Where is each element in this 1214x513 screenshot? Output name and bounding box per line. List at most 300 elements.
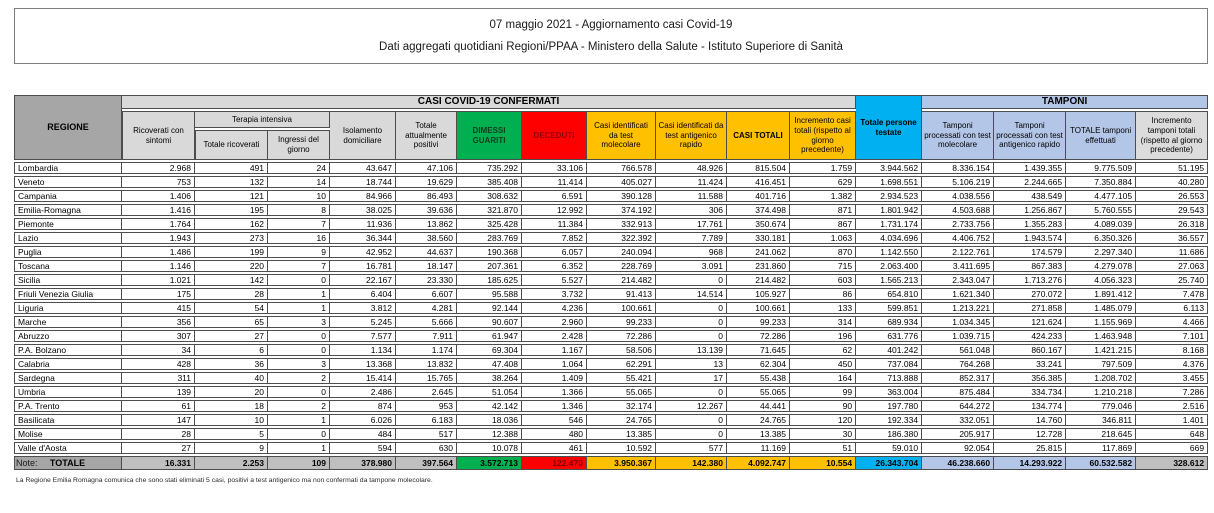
value-cell: 62.291	[587, 358, 656, 370]
value-cell: 11.936	[330, 218, 396, 230]
value-cell: 6.607	[396, 288, 457, 300]
value-cell: 228.769	[587, 260, 656, 272]
value-cell: 7.101	[1136, 330, 1208, 342]
value-cell: 401.242	[856, 344, 922, 356]
value-cell: 363.004	[856, 386, 922, 398]
value-cell: 689.934	[856, 316, 922, 328]
value-cell: 91.413	[587, 288, 656, 300]
value-cell: 12.267	[656, 400, 727, 412]
value-cell: 99.233	[587, 316, 656, 328]
value-cell: 11.384	[522, 218, 587, 230]
value-cell: 13.139	[656, 344, 727, 356]
value-cell: 322.392	[587, 232, 656, 244]
value-cell: 27	[122, 442, 195, 454]
region-name: Calabria	[14, 358, 122, 370]
region-name: Basilicata	[14, 414, 122, 426]
value-cell: 325.428	[457, 218, 522, 230]
value-cell: 48.926	[656, 162, 727, 174]
value-cell: 55.438	[727, 372, 790, 384]
table-row	[14, 162, 1208, 174]
value-cell: 24.765	[727, 414, 790, 426]
value-cell: 1.406	[122, 190, 195, 202]
table-row	[14, 400, 1208, 412]
value-cell: 18.744	[330, 176, 396, 188]
value-cell: 1.759	[790, 162, 856, 174]
value-cell: 874	[330, 400, 396, 412]
value-cell: 40	[195, 372, 268, 384]
value-cell: 0	[656, 428, 727, 440]
value-cell: 764.268	[922, 358, 994, 370]
value-cell: 34	[122, 344, 195, 356]
value-cell: 1	[268, 302, 330, 314]
value-cell: 12.728	[994, 428, 1066, 440]
table-row	[14, 190, 1208, 202]
value-cell: 139	[122, 386, 195, 398]
value-cell: 38.025	[330, 204, 396, 216]
region-name: P.A. Trento	[14, 400, 122, 412]
value-cell: 2.063.400	[856, 260, 922, 272]
value-cell: 1.155.969	[1066, 316, 1136, 328]
value-cell: 133	[790, 302, 856, 314]
value-cell: 1.943.574	[994, 232, 1066, 244]
value-cell: 100.661	[727, 302, 790, 314]
region-name: Emilia-Romagna	[14, 204, 122, 216]
value-cell: 22.167	[330, 274, 396, 286]
value-cell: 334.734	[994, 386, 1066, 398]
table-row	[14, 428, 1208, 440]
value-cell: 18.147	[396, 260, 457, 272]
value-cell: 4.376	[1136, 358, 1208, 370]
region-name: Campania	[14, 190, 122, 202]
value-cell: 2.244.665	[994, 176, 1066, 188]
value-cell: 1.486	[122, 246, 195, 258]
value-cell: 1.463.948	[1066, 330, 1136, 342]
value-cell: 36	[195, 358, 268, 370]
value-cell: 14.760	[994, 414, 1066, 426]
region-name: Lombardia	[14, 162, 122, 174]
value-cell: 546	[522, 414, 587, 426]
value-cell: 330.181	[727, 232, 790, 244]
value-cell: 4.034.696	[856, 232, 922, 244]
value-cell: 0	[268, 274, 330, 286]
value-cell: 1.698.551	[856, 176, 922, 188]
value-cell: 147	[122, 414, 195, 426]
value-cell: 875.484	[922, 386, 994, 398]
value-cell: 7.789	[656, 232, 727, 244]
value-cell: 8	[268, 204, 330, 216]
region-name: Abruzzo	[14, 330, 122, 342]
value-cell: 669	[1136, 442, 1208, 454]
value-cell: 71.645	[727, 344, 790, 356]
table-row	[14, 330, 1208, 342]
value-cell: 1.409	[522, 372, 587, 384]
value-cell: 72.286	[727, 330, 790, 342]
table-row	[14, 260, 1208, 272]
column-header-incremento-casi: Incremento casi totali (rispetto al giorno precedente)	[790, 111, 856, 160]
value-cell: 5	[195, 428, 268, 440]
value-cell: 55.065	[727, 386, 790, 398]
value-cell: 62.304	[727, 358, 790, 370]
table-row	[14, 316, 1208, 328]
column-header-casi-molecolare: Casi identificati da test molecolare	[587, 111, 656, 160]
value-cell: 7.577	[330, 330, 396, 342]
value-cell: 9	[268, 246, 330, 258]
column-header-tamponi-molecolare: Tamponi processati con test molecolare	[922, 111, 994, 160]
value-cell: 11.414	[522, 176, 587, 188]
value-cell: 631.776	[856, 330, 922, 342]
notes-section	[16, 458, 433, 484]
value-cell: 401.716	[727, 190, 790, 202]
value-cell: 4.281	[396, 302, 457, 314]
value-cell: 4.236	[522, 302, 587, 314]
value-cell: 1	[268, 288, 330, 300]
value-cell: 852.317	[922, 372, 994, 384]
value-cell: 7.911	[396, 330, 457, 342]
value-cell: 3.091	[656, 260, 727, 272]
value-cell: 332.913	[587, 218, 656, 230]
value-cell: 5.245	[330, 316, 396, 328]
value-cell: 1.256.867	[994, 204, 1066, 216]
page-subtitle: Dati aggregati quotidiani Regioni/PPAA - Ministero della Salute - Istituto Superiore di Sanità	[379, 41, 843, 53]
value-cell: 968	[656, 246, 727, 258]
value-cell: 4.477.105	[1066, 190, 1136, 202]
column-header-deceduti: DECEDUTI	[522, 111, 587, 160]
value-cell: 374.192	[587, 204, 656, 216]
page-title: 07 maggio 2021 - Aggiornamento casi Covid-19	[489, 19, 733, 31]
value-cell: 86	[790, 288, 856, 300]
value-cell: 1.891.412	[1066, 288, 1136, 300]
value-cell: 6.352	[522, 260, 587, 272]
value-cell: 1.142.550	[856, 246, 922, 258]
value-cell: 7.852	[522, 232, 587, 244]
value-cell: 1.485.079	[1066, 302, 1136, 314]
totale-casi-totali: 4.092.747	[727, 456, 790, 470]
value-cell: 3	[268, 316, 330, 328]
value-cell: 2	[268, 400, 330, 412]
value-cell: 13.385	[727, 428, 790, 440]
value-cell: 5.106.219	[922, 176, 994, 188]
value-cell: 10.078	[457, 442, 522, 454]
column-header-incremento-tamponi: Incremento tamponi totali (rispetto al giorno precedente)	[1136, 111, 1208, 160]
value-cell: 2.297.340	[1066, 246, 1136, 258]
value-cell: 27	[195, 330, 268, 342]
value-cell: 491	[195, 162, 268, 174]
value-cell: 17.761	[656, 218, 727, 230]
table-row	[14, 288, 1208, 300]
value-cell: 2.343.047	[922, 274, 994, 286]
table-row	[14, 386, 1208, 398]
value-cell: 1.146	[122, 260, 195, 272]
totale-casi-molecolare: 3.950.367	[587, 456, 656, 470]
value-cell: 44.441	[727, 400, 790, 412]
value-cell: 346.811	[1066, 414, 1136, 426]
value-cell: 51.054	[457, 386, 522, 398]
value-cell: 1.421.215	[1066, 344, 1136, 356]
value-cell: 10	[195, 414, 268, 426]
value-cell: 1.801.942	[856, 204, 922, 216]
value-cell: 44.637	[396, 246, 457, 258]
group-header-casi-confermati: CASI COVID-19 CONFERMATI	[122, 95, 856, 109]
value-cell: 12.388	[457, 428, 522, 440]
value-cell: 461	[522, 442, 587, 454]
column-header-totale-ricoverati: Totale ricoverati	[195, 130, 268, 160]
value-cell: 6.113	[1136, 302, 1208, 314]
table-row	[14, 246, 1208, 258]
value-cell: 117.869	[1066, 442, 1136, 454]
value-cell: 33.241	[994, 358, 1066, 370]
value-cell: 0	[656, 316, 727, 328]
region-name: Sicilia	[14, 274, 122, 286]
value-cell: 1.021	[122, 274, 195, 286]
value-cell: 314	[790, 316, 856, 328]
value-cell: 95.588	[457, 288, 522, 300]
value-cell: 65	[195, 316, 268, 328]
table-row	[14, 372, 1208, 384]
totale-dimessi-guariti: 3.572.713	[457, 456, 522, 470]
value-cell: 58.506	[587, 344, 656, 356]
region-name: Veneto	[14, 176, 122, 188]
value-cell: 15.765	[396, 372, 457, 384]
value-cell: 121	[195, 190, 268, 202]
column-header-casi-totali: CASI TOTALI	[727, 111, 790, 160]
value-cell: 1.208.702	[1066, 372, 1136, 384]
value-cell: 7	[268, 260, 330, 272]
value-cell: 594	[330, 442, 396, 454]
value-cell: 51.195	[1136, 162, 1208, 174]
value-cell: 1.621.340	[922, 288, 994, 300]
column-header-casi-antigenico: Casi identificati da test antigenico rapido	[656, 111, 727, 160]
value-cell: 0	[656, 386, 727, 398]
value-cell: 390.128	[587, 190, 656, 202]
value-cell: 715	[790, 260, 856, 272]
value-cell: 953	[396, 400, 457, 412]
value-cell: 175	[122, 288, 195, 300]
value-cell: 283.769	[457, 232, 522, 244]
region-name: Friuli Venezia Giulia	[14, 288, 122, 300]
table-row	[14, 442, 1208, 454]
value-cell: 2.934.523	[856, 190, 922, 202]
column-header-attualmente-positivi: Totale attualmente positivi	[396, 111, 457, 160]
value-cell: 4.056.323	[1066, 274, 1136, 286]
value-cell: 99.233	[727, 316, 790, 328]
value-cell: 142	[195, 274, 268, 286]
column-header-tamponi-antigenico: Tamponi processati con test antigenico rapido	[994, 111, 1066, 160]
region-name: Piemonte	[14, 218, 122, 230]
value-cell: 4.503.688	[922, 204, 994, 216]
column-header-isolamento: Isolamento domiciliare	[330, 111, 396, 160]
value-cell: 162	[195, 218, 268, 230]
value-cell: 25.815	[994, 442, 1066, 454]
value-cell: 1.416	[122, 204, 195, 216]
value-cell: 105.927	[727, 288, 790, 300]
value-cell: 42.142	[457, 400, 522, 412]
value-cell: 92.054	[922, 442, 994, 454]
region-name: P.A. Bolzano	[14, 344, 122, 356]
group-header-tamponi: TAMPONI	[922, 95, 1208, 109]
region-name: Marche	[14, 316, 122, 328]
value-cell: 3.944.562	[856, 162, 922, 174]
value-cell: 72.286	[587, 330, 656, 342]
value-cell: 0	[268, 428, 330, 440]
value-cell: 16.781	[330, 260, 396, 272]
value-cell: 121.624	[994, 316, 1066, 328]
region-name: Liguria	[14, 302, 122, 314]
value-cell: 356	[122, 316, 195, 328]
value-cell: 4.279.078	[1066, 260, 1136, 272]
value-cell: 14.514	[656, 288, 727, 300]
value-cell: 2.486	[330, 386, 396, 398]
value-cell: 19.629	[396, 176, 457, 188]
value-cell: 196	[790, 330, 856, 342]
value-cell: 15.414	[330, 372, 396, 384]
value-cell: 90.607	[457, 316, 522, 328]
value-cell: 648	[1136, 428, 1208, 440]
value-cell: 38.264	[457, 372, 522, 384]
value-cell: 860.167	[994, 344, 1066, 356]
value-cell: 47.106	[396, 162, 457, 174]
table-row	[14, 358, 1208, 370]
value-cell: 30	[790, 428, 856, 440]
value-cell: 561.048	[922, 344, 994, 356]
value-cell: 1.382	[790, 190, 856, 202]
totale-ricoverati: 16.331	[122, 456, 195, 470]
value-cell: 4.038.556	[922, 190, 994, 202]
region-name: Molise	[14, 428, 122, 440]
value-cell: 871	[790, 204, 856, 216]
table-row	[14, 176, 1208, 188]
value-cell: 69.304	[457, 344, 522, 356]
value-cell: 1.213.221	[922, 302, 994, 314]
column-header-ingressi-giorno: Ingressi del giorno	[268, 130, 330, 160]
value-cell: 61.947	[457, 330, 522, 342]
value-cell: 51	[790, 442, 856, 454]
totale-tamponi-effettuati: 60.532.582	[1066, 456, 1136, 470]
value-cell: 3	[268, 358, 330, 370]
value-cell: 5.666	[396, 316, 457, 328]
value-cell: 603	[790, 274, 856, 286]
value-cell: 480	[522, 428, 587, 440]
value-cell: 273	[195, 232, 268, 244]
region-name: Puglia	[14, 246, 122, 258]
value-cell: 6.350.326	[1066, 232, 1136, 244]
value-cell: 90	[790, 400, 856, 412]
value-cell: 356.385	[994, 372, 1066, 384]
title-box	[14, 8, 1208, 64]
value-cell: 190.368	[457, 246, 522, 258]
value-cell: 630	[396, 442, 457, 454]
column-header-regione: REGIONE	[14, 95, 122, 160]
value-cell: 29.543	[1136, 204, 1208, 216]
value-cell: 629	[790, 176, 856, 188]
value-cell: 28	[122, 428, 195, 440]
value-cell: 134.774	[994, 400, 1066, 412]
value-cell: 11.424	[656, 176, 727, 188]
value-cell: 11.169	[727, 442, 790, 454]
totale-persone-testate: 26.343.704	[856, 456, 922, 470]
totale-terapia-intensiva: 2.253	[195, 456, 268, 470]
value-cell: 186.380	[856, 428, 922, 440]
value-cell: 577	[656, 442, 727, 454]
value-cell: 240.094	[587, 246, 656, 258]
value-cell: 2	[268, 372, 330, 384]
value-cell: 8.168	[1136, 344, 1208, 356]
value-cell: 311	[122, 372, 195, 384]
table-row	[14, 232, 1208, 244]
value-cell: 3.812	[330, 302, 396, 314]
value-cell: 424.233	[994, 330, 1066, 342]
value-cell: 11.588	[656, 190, 727, 202]
value-cell: 207.361	[457, 260, 522, 272]
value-cell: 2.122.761	[922, 246, 994, 258]
value-cell: 797.509	[1066, 358, 1136, 370]
value-cell: 737.084	[856, 358, 922, 370]
value-cell: 6	[195, 344, 268, 356]
value-cell: 1.134	[330, 344, 396, 356]
value-cell: 197.780	[856, 400, 922, 412]
value-cell: 214.482	[587, 274, 656, 286]
value-cell: 271.858	[994, 302, 1066, 314]
value-cell: 3.411.695	[922, 260, 994, 272]
value-cell: 16	[268, 232, 330, 244]
table-row	[14, 274, 1208, 286]
value-cell: 13.368	[330, 358, 396, 370]
value-cell: 33.106	[522, 162, 587, 174]
value-cell: 0	[268, 344, 330, 356]
value-cell: 1.174	[396, 344, 457, 356]
value-cell: 92.144	[457, 302, 522, 314]
value-cell: 23.330	[396, 274, 457, 286]
value-cell: 374.498	[727, 204, 790, 216]
value-cell: 517	[396, 428, 457, 440]
value-cell: 1.355.283	[994, 218, 1066, 230]
value-cell: 2.645	[396, 386, 457, 398]
value-cell: 14	[268, 176, 330, 188]
value-cell: 4.406.752	[922, 232, 994, 244]
value-cell: 735.292	[457, 162, 522, 174]
table-row	[14, 414, 1208, 426]
region-name: Valle d'Aosta	[14, 442, 122, 454]
notes-text: La Regione Emilia Romagna comunica che sono stati eliminati 5 casi, positivi a test antigenico ma non confermati da tampone molecolare.	[16, 477, 433, 484]
value-cell: 61	[122, 400, 195, 412]
value-cell: 8.336.154	[922, 162, 994, 174]
value-cell: 450	[790, 358, 856, 370]
value-cell: 40.280	[1136, 176, 1208, 188]
region-name: Umbria	[14, 386, 122, 398]
table-body	[14, 162, 1208, 454]
value-cell: 7	[268, 218, 330, 230]
value-cell: 0	[268, 330, 330, 342]
value-cell: 270.072	[994, 288, 1066, 300]
value-cell: 36.344	[330, 232, 396, 244]
value-cell: 174.579	[994, 246, 1066, 258]
value-cell: 428	[122, 358, 195, 370]
totale-tamponi-molecolare: 46.238.660	[922, 456, 994, 470]
value-cell: 100.661	[587, 302, 656, 314]
value-cell: 24.765	[587, 414, 656, 426]
value-cell: 218.645	[1066, 428, 1136, 440]
value-cell: 12.992	[522, 204, 587, 216]
column-header-dimessi-guariti: DIMESSI GUARITI	[457, 111, 522, 160]
value-cell: 321.870	[457, 204, 522, 216]
value-cell: 1.063	[790, 232, 856, 244]
value-cell: 6.591	[522, 190, 587, 202]
value-cell: 17	[656, 372, 727, 384]
table-header	[14, 95, 1208, 160]
value-cell: 2.516	[1136, 400, 1208, 412]
value-cell: 867.383	[994, 260, 1066, 272]
value-cell: 1.167	[522, 344, 587, 356]
value-cell: 1.366	[522, 386, 587, 398]
